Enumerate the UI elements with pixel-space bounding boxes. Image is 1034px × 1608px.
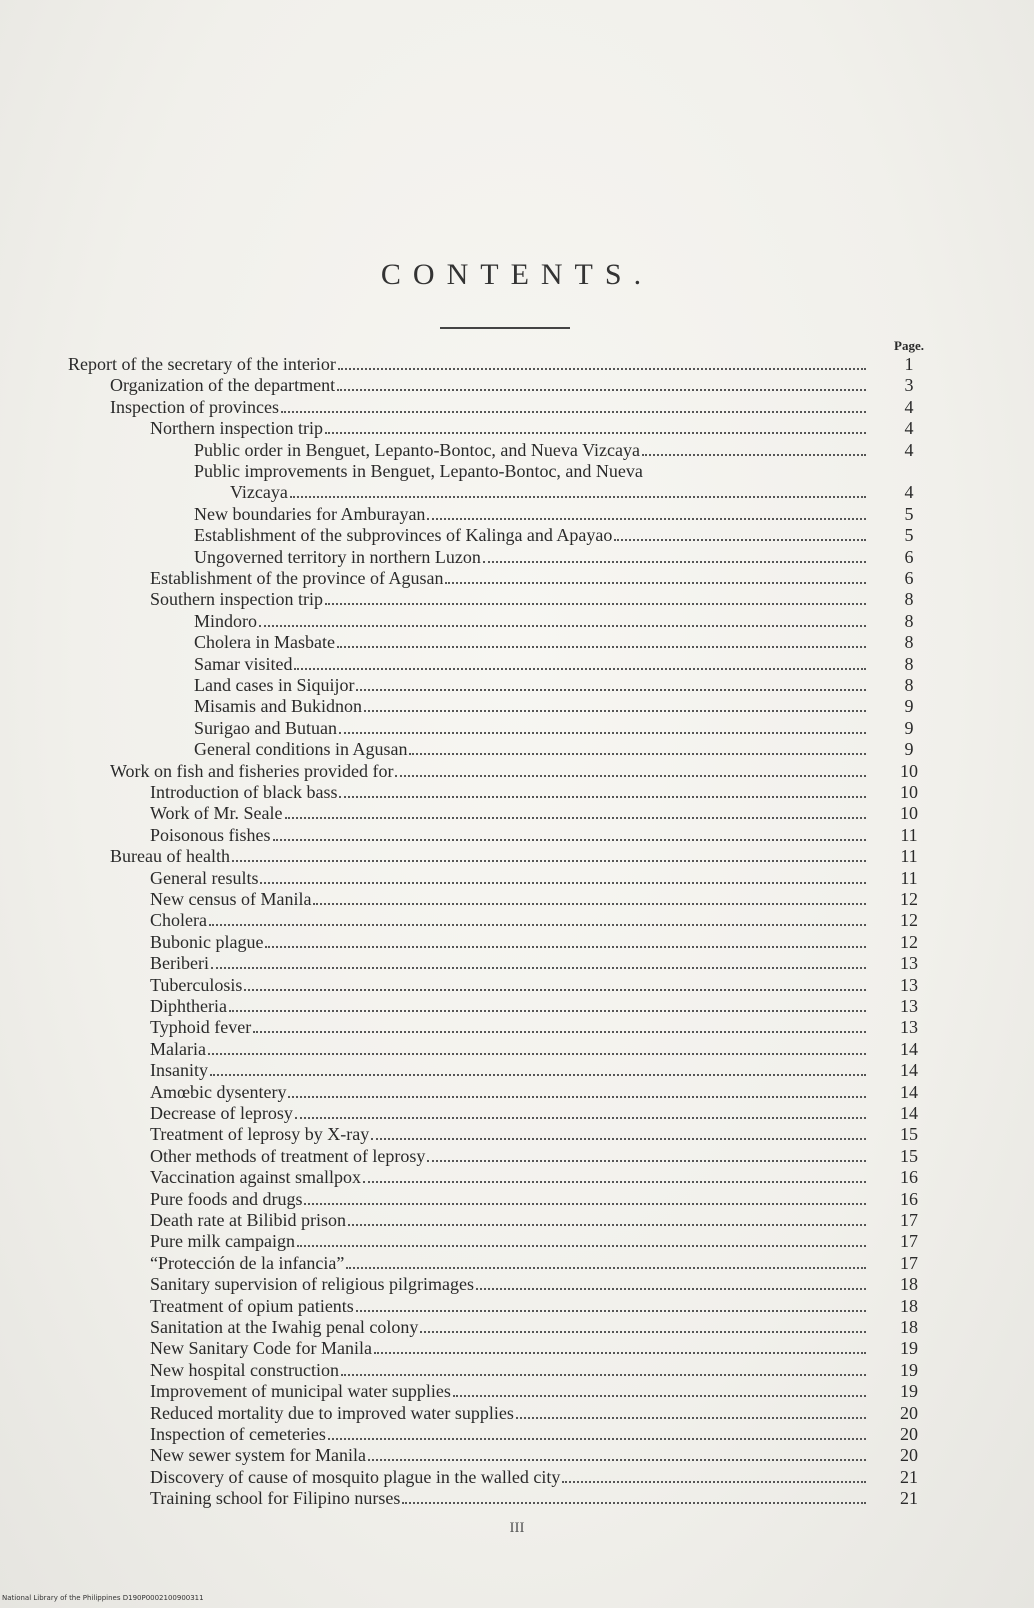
footer-credit: National Library of the Philippines D190P0002100900311 (2, 1594, 204, 1602)
toc-entry (110, 397, 866, 418)
toc-entry-title: Decrease of leprosy (150, 1103, 293, 1123)
toc-entry-title: Establishment of the province of Agusan (150, 568, 444, 588)
dot-leader (337, 632, 866, 648)
toc-page-number: 8 (904, 610, 914, 631)
toc-page-number: 17 (900, 1210, 918, 1230)
toc-row (0, 1039, 1034, 1060)
toc-row (0, 1338, 1034, 1359)
dot-leader (356, 675, 866, 691)
toc-entry-title: Malaria (150, 1038, 206, 1059)
toc-entry (110, 761, 866, 782)
toc-page-number: 18 (900, 1295, 918, 1316)
toc-row (0, 975, 1034, 996)
toc-row (0, 910, 1034, 931)
toc-entry (150, 1274, 866, 1295)
dot-leader (229, 996, 866, 1012)
toc-row (0, 354, 1034, 375)
toc-entry-title: Samar visited (194, 653, 293, 674)
toc-page-number: 11 (900, 846, 918, 867)
toc-entry (194, 632, 866, 653)
toc-page-number: 15 (900, 1124, 918, 1145)
dot-leader (337, 375, 866, 391)
toc-entry (194, 461, 866, 482)
toc-entry (194, 504, 866, 525)
toc-entry-title: General conditions in Agusan (194, 739, 408, 760)
dot-leader (338, 354, 866, 370)
toc-entry-title: Sanitary supervision of religious pilgrimages (150, 1274, 474, 1295)
dot-leader (356, 1296, 866, 1312)
toc-entry-title: General results (150, 867, 259, 888)
toc-row (0, 782, 1034, 803)
toc-page-number: 14 (900, 1060, 918, 1081)
toc-row (0, 632, 1034, 653)
toc-row (0, 1488, 1034, 1509)
toc-page-number: 8 (904, 653, 914, 674)
toc-entry-title: Death rate at Bilibid prison (150, 1210, 346, 1230)
dot-leader (427, 504, 866, 520)
toc-row (0, 461, 1034, 482)
toc-page-number: 3 (904, 375, 914, 396)
toc-entry-title: Bubonic plague (150, 931, 264, 952)
toc-entry-title: Inspection of cemeteries (150, 1424, 326, 1444)
toc-entry (194, 611, 866, 632)
dot-leader (260, 868, 866, 884)
toc-row (0, 1467, 1034, 1488)
toc-entry-title: Cholera (150, 910, 207, 931)
toc-entry (150, 1167, 866, 1188)
toc-row (0, 761, 1034, 782)
dot-leader (427, 1146, 866, 1162)
page-column-heading: Page. (894, 338, 924, 353)
toc-entry-title: Vaccination against smallpox (150, 1167, 361, 1188)
dot-leader (209, 910, 866, 926)
toc-entry-title: Surigao and Butuan (194, 717, 337, 738)
toc-entry (150, 1082, 866, 1103)
dot-leader (371, 1124, 866, 1140)
dot-leader (368, 1445, 866, 1461)
toc-page-number: 20 (900, 1402, 918, 1423)
toc-entry-title: Cholera in Masbate (194, 632, 335, 653)
dot-leader (483, 547, 866, 563)
toc-entry-title: Public order in Benguet, Lepanto-Bontoc, and Nueva Vizcaya (194, 439, 640, 460)
toc-entry-title: New census of Manila (150, 889, 312, 909)
toc-row (0, 868, 1034, 889)
toc-row (0, 1274, 1034, 1295)
toc-row (0, 1424, 1034, 1445)
toc-row (0, 718, 1034, 739)
toc-entry-title: Bureau of health (110, 846, 230, 867)
toc-entry (194, 675, 866, 696)
toc-entry-title: New hospital construction (150, 1359, 339, 1380)
toc-row (0, 611, 1034, 632)
toc-row (0, 803, 1034, 824)
dot-leader (259, 611, 866, 627)
toc-page-number: 9 (904, 739, 914, 760)
toc-entry-title: Introduction of black bass (150, 782, 338, 802)
toc-entry-title: Typhoid fever (150, 1017, 252, 1038)
dot-leader (402, 1488, 866, 1504)
toc-page-number: 12 (900, 931, 918, 952)
toc-page-number: 14 (900, 1038, 918, 1059)
toc-row (0, 1060, 1034, 1081)
toc-page-number: 11 (900, 824, 918, 845)
toc-page-number: 20 (900, 1424, 918, 1444)
toc-page-number: 10 (900, 803, 918, 824)
toc-page-number: 21 (900, 1466, 918, 1487)
dot-leader (453, 1381, 866, 1397)
toc-entry (150, 1189, 866, 1210)
dot-leader (313, 889, 866, 905)
toc-entry (150, 1338, 866, 1359)
toc-page-number: 11 (900, 867, 918, 888)
toc-page-number: 10 (900, 760, 918, 781)
dot-leader (210, 1060, 866, 1076)
toc-page-number: 18 (900, 1317, 918, 1337)
toc-entry-title: Poisonous fishes (150, 824, 271, 845)
toc-page-number: 19 (900, 1359, 918, 1380)
toc-entry-title: Southern inspection trip (150, 589, 323, 610)
dot-leader (348, 1210, 866, 1226)
dot-leader (244, 975, 866, 991)
toc-entry-title: Mindoro (194, 610, 257, 631)
toc-row (0, 1082, 1034, 1103)
toc-page-number: 16 (900, 1188, 918, 1209)
toc-entry (150, 1403, 866, 1424)
toc-page-number: 5 (904, 503, 914, 524)
toc-entry-title: Organization of the department (110, 375, 336, 396)
toc-entry-title: Ungoverned territory in northern Luzon (194, 546, 481, 567)
toc-row (0, 1103, 1034, 1124)
toc-entry (150, 1381, 866, 1402)
toc-entry (150, 1424, 866, 1445)
dot-leader (395, 761, 866, 777)
toc-row (0, 1146, 1034, 1167)
toc-page-number: 1 (904, 354, 914, 374)
toc-entry-title: Treatment of leprosy by X-ray (150, 1124, 370, 1145)
dot-leader (642, 440, 866, 456)
dot-leader (208, 1039, 866, 1055)
toc-entry-title: Pure milk campaign (150, 1231, 295, 1252)
toc-row (0, 525, 1034, 546)
toc-entry (150, 1317, 866, 1338)
toc-page-number: 17 (900, 1252, 918, 1273)
toc-page-number: 16 (900, 1167, 918, 1188)
toc-entry (110, 846, 866, 867)
toc-entry-title: New boundaries for Amburayan (194, 503, 426, 524)
toc-row (0, 1210, 1034, 1231)
toc-entry-title: Establishment of the subprovinces of Kalinga and Apayao (194, 525, 613, 546)
toc-row (0, 1317, 1034, 1338)
dot-leader (290, 482, 866, 498)
toc-row (0, 482, 1034, 503)
page-folio: III (509, 1520, 525, 1536)
toc-entry (150, 782, 866, 803)
toc-entry (194, 525, 866, 546)
toc-page-number: 8 (904, 675, 914, 695)
toc-page-number: 4 (904, 439, 914, 460)
toc-page-number: 4 (904, 482, 914, 503)
toc-page-number: 19 (900, 1381, 918, 1402)
toc-entry-title: Sanitation at the Iwahig penal colony (150, 1317, 419, 1337)
toc-entry (150, 1060, 866, 1081)
toc-row (0, 654, 1034, 675)
dot-leader (211, 953, 866, 969)
toc-entry (150, 996, 866, 1017)
toc-row (0, 1124, 1034, 1145)
toc-page-number: 5 (904, 525, 914, 546)
toc-page-number: 19 (900, 1338, 918, 1359)
toc-row (0, 1381, 1034, 1402)
toc-row (0, 1189, 1034, 1210)
toc-entry (194, 718, 866, 739)
toc-entry-title: New sewer system for Manila (150, 1445, 366, 1466)
toc-entry-title: Amœbic dysentery (150, 1081, 287, 1102)
toc-row (0, 1253, 1034, 1274)
toc-entry-title: Tuberculosis (150, 974, 243, 995)
dot-leader (339, 782, 866, 798)
toc-page-number: 12 (900, 889, 918, 909)
toc-row (0, 375, 1034, 396)
toc-row (0, 568, 1034, 589)
toc-entry (68, 354, 866, 375)
dot-leader (232, 846, 866, 862)
toc-entry-title: Land cases in Siquijor (194, 675, 355, 695)
toc-entry (150, 418, 866, 439)
dot-leader (374, 1338, 866, 1354)
toc-entry-title: Discovery of cause of mosquito plague in the walled city (150, 1466, 561, 1487)
toc-page-number: 17 (900, 1231, 918, 1252)
toc-entry-title: Work on fish and fisheries provided for (110, 760, 394, 781)
toc-entry-title: Public improvements in Benguet, Lepanto-Bontoc, and Nueva (194, 461, 643, 481)
toc-entry (150, 1103, 866, 1124)
toc-entry (150, 825, 866, 846)
toc-row (0, 547, 1034, 568)
toc-page-number: 13 (900, 974, 918, 995)
dot-leader (476, 1274, 866, 1290)
dot-leader (420, 1317, 866, 1333)
toc-entry (150, 868, 866, 889)
dot-leader (304, 1189, 866, 1205)
dot-leader (346, 1253, 866, 1269)
dot-leader (265, 932, 866, 948)
toc-entry (194, 739, 866, 760)
dot-leader (614, 525, 866, 541)
toc-entry (150, 910, 866, 931)
toc-entry-title: Diphtheria (150, 996, 227, 1016)
toc-entry (110, 375, 866, 396)
toc-page-number: 6 (904, 546, 914, 567)
toc-entry (150, 1445, 866, 1466)
toc-row (0, 932, 1034, 953)
toc-page-number: 13 (900, 996, 918, 1016)
toc-row (0, 953, 1034, 974)
toc-entry-title: Beriberi (150, 953, 209, 974)
dot-leader (288, 1082, 866, 1098)
toc-page-number: 13 (900, 953, 918, 974)
toc-page-number: 15 (900, 1145, 918, 1166)
toc-entry-title: New Sanitary Code for Manila (150, 1338, 372, 1359)
toc-entry (150, 1017, 866, 1038)
toc-entry (150, 932, 866, 953)
toc-entry (150, 568, 866, 589)
toc-page-number: 8 (904, 589, 914, 610)
toc-page-number: 14 (900, 1081, 918, 1102)
toc-entry (150, 1488, 866, 1509)
toc-row (0, 1167, 1034, 1188)
toc-row (0, 1360, 1034, 1381)
page-title: CONTENTS. (380, 258, 654, 291)
toc-entry (194, 654, 866, 675)
toc-entry (194, 440, 866, 461)
toc-page-number: 10 (900, 782, 918, 802)
dot-leader (445, 568, 866, 584)
toc-entry-title: Reduced mortality due to improved water supplies (150, 1402, 514, 1423)
toc-page-number: 12 (900, 910, 918, 931)
toc-row (0, 397, 1034, 418)
toc-page-number: 9 (904, 717, 914, 738)
toc-row (0, 825, 1034, 846)
toc-page-number: 4 (904, 396, 914, 417)
toc-row (0, 418, 1034, 439)
toc-row (0, 846, 1034, 867)
toc-entry-title: Training school for Filipino nurses (150, 1488, 401, 1509)
toc-page-number: 18 (900, 1274, 918, 1295)
dot-leader (281, 397, 866, 413)
toc-page-number: 21 (900, 1488, 918, 1509)
toc-page-number: 9 (904, 696, 914, 717)
toc-page-number: 8 (904, 632, 914, 653)
dot-leader (341, 1360, 866, 1376)
toc-entry-title: Report of the secretary of the interior (68, 354, 336, 374)
title-rule (440, 327, 570, 329)
toc-row (0, 675, 1034, 696)
toc-entry (150, 803, 866, 824)
toc-entry-title: Work of Mr. Seale (150, 803, 283, 824)
toc-entry (150, 1296, 866, 1317)
toc-row (0, 440, 1034, 461)
toc-entry (150, 1360, 866, 1381)
toc-entry (150, 1039, 866, 1060)
toc-row (0, 589, 1034, 610)
toc-row (0, 1231, 1034, 1252)
toc-row (0, 1017, 1034, 1038)
toc-row (0, 1445, 1034, 1466)
toc-entry-title: Improvement of municipal water supplies (150, 1381, 451, 1402)
toc-page-number: 13 (900, 1017, 918, 1038)
dot-leader (363, 1167, 866, 1183)
toc-entry-title: “Protección de la infancia” (150, 1252, 345, 1273)
toc-entry-title: Northern inspection trip (150, 418, 323, 439)
toc-entry-title: Insanity (150, 1060, 208, 1081)
dot-leader (516, 1403, 866, 1419)
dot-leader (409, 739, 866, 755)
dot-leader (325, 418, 866, 434)
toc-entry (150, 1253, 866, 1274)
dot-leader (328, 1424, 866, 1440)
toc-entry (150, 1146, 866, 1167)
toc-row (0, 739, 1034, 760)
toc-entry (150, 1124, 866, 1145)
toc-row (0, 889, 1034, 910)
dot-leader (285, 803, 866, 819)
toc-entry-title: Treatment of opium patients (150, 1295, 354, 1316)
toc-entry-title: Inspection of provinces (110, 396, 279, 417)
toc-entry (194, 547, 866, 568)
toc-entry-title: Other methods of treatment of leprosy (150, 1145, 426, 1166)
toc-row (0, 696, 1034, 717)
toc-entry (150, 589, 866, 610)
dot-leader (273, 825, 866, 841)
dot-leader (253, 1017, 866, 1033)
toc-row (0, 996, 1034, 1017)
toc-row (0, 1403, 1034, 1424)
toc-entry (150, 1467, 866, 1488)
dot-leader (297, 1231, 866, 1247)
dot-leader (325, 589, 866, 605)
dot-leader (562, 1467, 866, 1483)
toc-entry (150, 953, 866, 974)
toc-entry-title: Vizcaya (230, 482, 288, 503)
toc-entry (230, 482, 866, 503)
toc-page-number: 6 (904, 568, 914, 588)
toc-page-number: 14 (900, 1103, 918, 1123)
dot-leader (364, 696, 866, 712)
toc-entry-title: Misamis and Bukidnon (194, 696, 363, 717)
toc-entry-title: Pure foods and drugs (150, 1188, 303, 1209)
toc-entry (194, 696, 866, 717)
toc-page-number: 4 (904, 418, 914, 439)
toc-row (0, 1296, 1034, 1317)
dot-leader (339, 718, 866, 734)
toc-entry (150, 975, 866, 996)
toc-entry (150, 1231, 866, 1252)
toc-entry (150, 1210, 866, 1231)
toc-page-number: 20 (900, 1445, 918, 1466)
dot-leader (295, 1103, 866, 1119)
toc-row (0, 504, 1034, 525)
toc-entry (150, 889, 866, 910)
dot-leader (294, 654, 866, 670)
